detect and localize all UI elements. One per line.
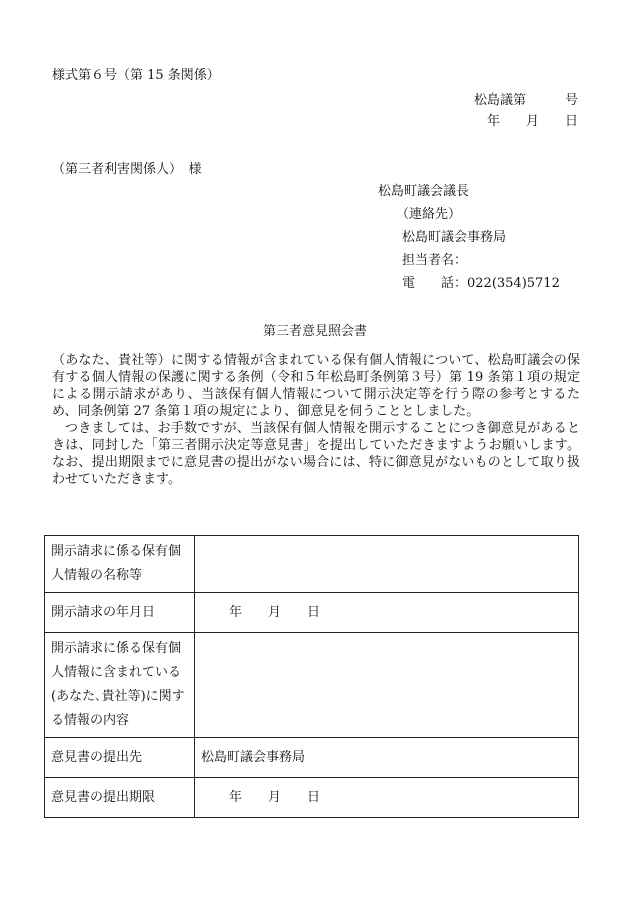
- table-row: [45, 536, 579, 593]
- table-value: [195, 633, 579, 738]
- table-label: 意見書の提出先: [45, 738, 195, 778]
- table-value: [195, 536, 579, 593]
- recipient: （第三者利害関係人） 様: [52, 162, 202, 177]
- deadline-date: 年 月 日: [229, 789, 321, 805]
- contact-phone: 電 話：022(354)5712: [402, 276, 560, 291]
- table-value: [195, 593, 579, 633]
- table-label: 意見書の提出期限: [45, 778, 195, 818]
- sender-name: 松島町議会議長: [378, 184, 470, 199]
- table-label: 開示請求の年月日: [45, 593, 195, 633]
- table-row: [45, 778, 579, 818]
- table-value: [195, 778, 579, 818]
- body-text: [52, 352, 580, 488]
- info-table: [44, 535, 579, 818]
- table-label: 開示請求に係る保有個人情報に含まれている(あなた､貴社等)に関する情報の内容: [45, 633, 195, 738]
- document-date: 年 月 日: [486, 114, 578, 129]
- form-number: 様式第６号（第 15 条関係）: [52, 68, 220, 83]
- document-number: 松島議第 号: [473, 93, 578, 108]
- contact-office: 松島町議会事務局: [402, 230, 507, 245]
- table-row: [45, 633, 579, 738]
- body-paragraph-2: つきましては、お手数ですが、当該保有個人情報を開示することにつき御意見があるときは、同封した「第三者開示決定等意見書」を提出していただきますようお願いします。なお、提出期限までに意見書の提出がない場合には、特に御意見がないものとして取り扱わせていただきます。: [52, 421, 580, 487]
- contact-heading: （連絡先）: [396, 207, 462, 222]
- request-date: 年 月 日: [229, 604, 321, 620]
- body-paragraph-1: （あなた、貴社等）に関する情報が含まれている保有個人情報について、松島町議会の保有する個人情報の保護に関する条例（令和５年松島町条例第３号）第 19 条第１項の規定による開示請求があり、当該保有個人情報について開示決定等を行う際の参考とするため、同条例第 27 条第１項の規定により、御意見を伺うこととしました。: [52, 353, 580, 419]
- table-row: [45, 593, 579, 633]
- table-value: 松島町議会事務局: [195, 738, 579, 778]
- contact-person: 担当者名：: [402, 253, 468, 268]
- table-row: [45, 738, 579, 778]
- table-label: 開示請求に係る保有個人情報の名称等: [45, 536, 195, 593]
- document-title: 第三者意見照会書: [262, 324, 367, 339]
- sender-block: [378, 180, 560, 295]
